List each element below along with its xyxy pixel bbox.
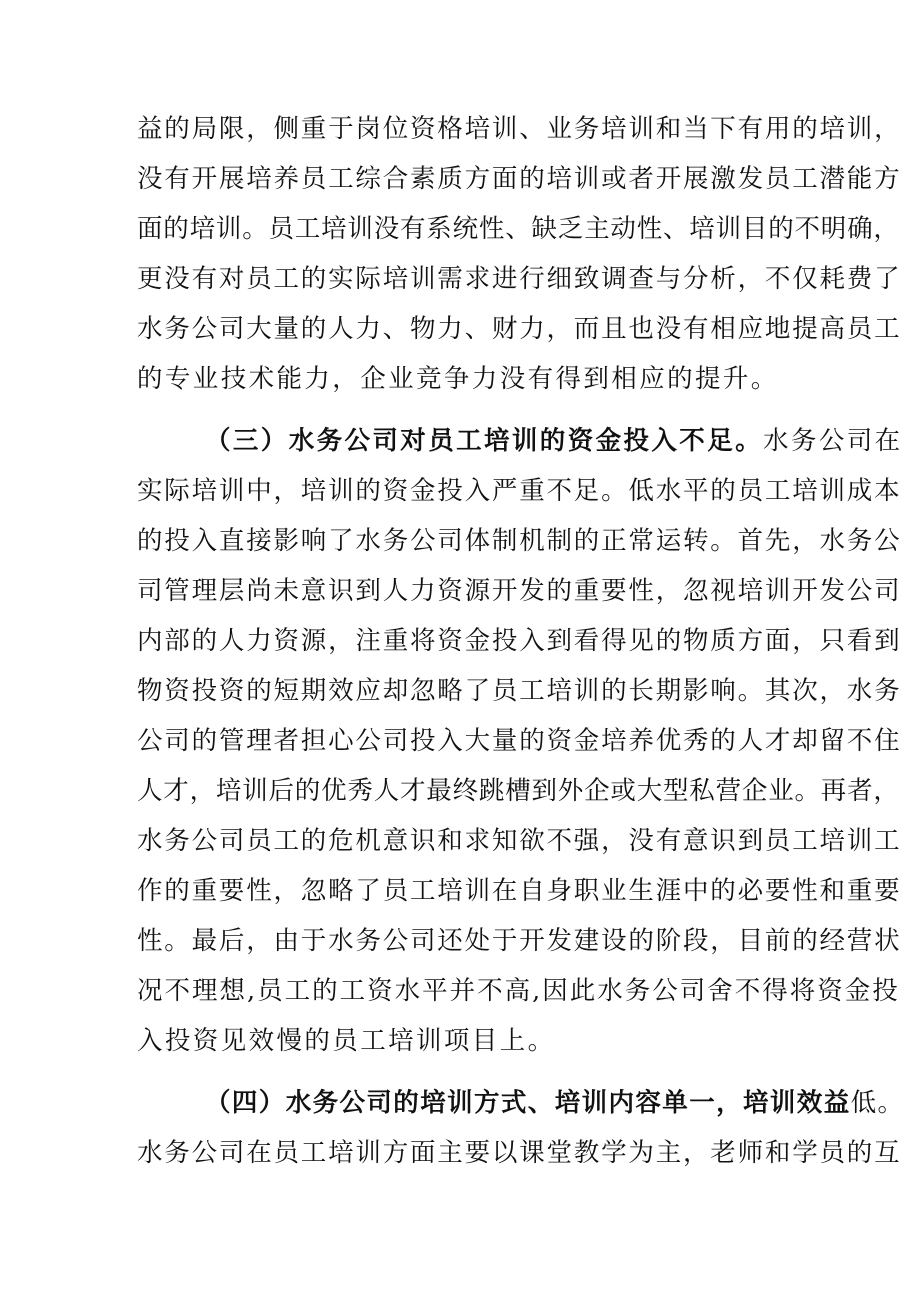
body-text-line: 没有开展培养员工综合素质方面的培训或者开展激发员工潜能方 (137, 164, 902, 194)
body-text: 水务公司在 (763, 426, 903, 456)
body-text-line: 水务公司在员工培训方面主要以课堂教学为主，老师和学员的互 (137, 1138, 902, 1168)
body-text-line: 公司的管理者担心公司投入大量的资金培养优秀的人才却留不住 (137, 726, 902, 756)
body-text-line: 况不理想,员工的工资水平并不高,因此水务公司舍不得将资金投 (137, 976, 900, 1006)
body-text-line: 的专业技术能力，企业竞争力没有得到相应的提升。 (137, 364, 779, 394)
body-text-line: 人才，培训后的优秀人才最终跳槽到外企或大型私营企业。再者， (137, 776, 900, 806)
section-heading-line (205, 424, 903, 458)
body-text-line: 更没有对员工的实际培训需求进行细致调查与分析，不仅耗费了 (137, 264, 902, 294)
body-text-line: 司管理层尚未意识到人力资源开发的重要性，忽视培训开发公司 (137, 576, 902, 606)
body-text: 低。 (850, 1088, 905, 1118)
body-text-line: 内部的人力资源，注重将资金投入到看得见的物质方面，只看到 (137, 626, 902, 656)
body-text-line: 作的重要性，忽略了员工培训在自身职业生涯中的必要性和重要 (137, 876, 902, 906)
section-heading: （四）水务公司的培训方式、培训内容单一，培训效益 (205, 1088, 851, 1118)
body-text-line: 水务公司员工的危机意识和求知欲不强，没有意识到员工培训工 (137, 826, 902, 856)
body-text-line: 性。最后，由于水务公司还处于开发建设的阶段，目前的经营状 (137, 926, 902, 956)
body-text-line: 入投资见效慢的员工培训项目上。 (137, 1026, 556, 1056)
section-heading-line (205, 1086, 904, 1120)
body-text-line: 面的培训。员工培训没有系统性、缺乏主动性、培训目的不明确， (137, 214, 900, 244)
body-text-line: 实际培训中，培训的资金投入严重不足。低水平的员工培训成本 (137, 476, 902, 506)
body-text-line: 物资投资的短期效应却忽略了员工培训的长期影响。其次，水务 (137, 676, 902, 706)
body-text-line: 水务公司大量的人力、物力、财力，而且也没有相应地提高员工 (137, 314, 902, 344)
body-text-line: 益的局限，侧重于岗位资格培训、业务培训和当下有用的培训， (137, 114, 902, 144)
section-heading: （三）水务公司对员工培训的资金投入不足。 (205, 426, 764, 456)
body-text-line: 的投入直接影响了水务公司体制机制的正常运转。首先，水务公 (137, 526, 902, 556)
